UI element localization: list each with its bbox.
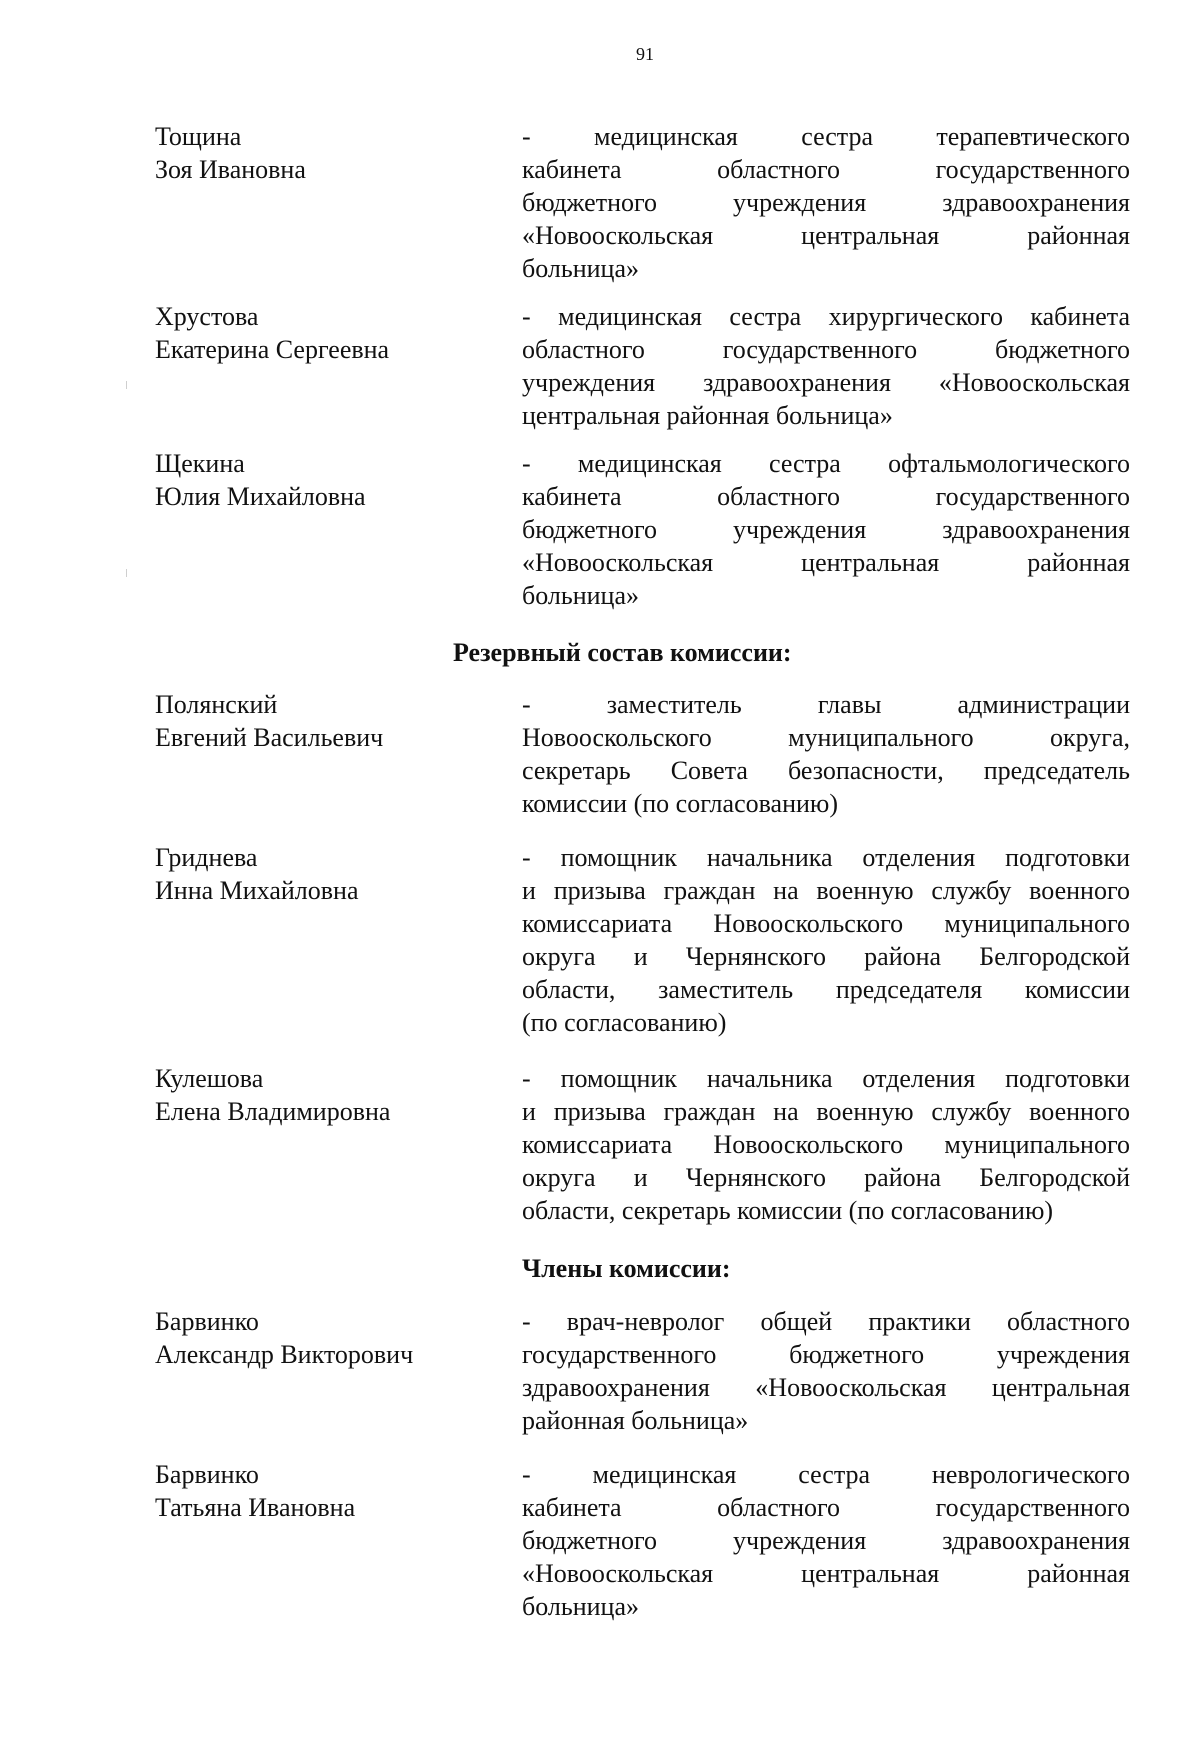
- person-description: [522, 841, 1130, 1039]
- person-description: [522, 1305, 1130, 1437]
- description-line: «Новооскольская центральная районная: [522, 1559, 1130, 1588]
- description-line: округа и Чернянского района Белгородской: [522, 1163, 1130, 1192]
- description-line: бюджетного учреждения здравоохранения: [522, 188, 1130, 217]
- description-line: бюджетного учреждения здравоохранения: [522, 1526, 1130, 1555]
- description-line: округа и Чернянского района Белгородской: [522, 942, 1130, 971]
- scan-mark: [126, 381, 127, 389]
- scan-mark: [126, 569, 127, 577]
- person-name: [155, 120, 485, 186]
- person-given-names: Александр Викторович: [155, 1340, 414, 1369]
- description-line: - врач-невролог общей практики областного: [522, 1307, 1130, 1336]
- person-name: [155, 1458, 485, 1524]
- description-line: кабинета областного государственного: [522, 155, 1130, 184]
- description-line: и призыва граждан на военную службу военного: [522, 876, 1130, 905]
- description-line: государственного бюджетного учреждения: [522, 1340, 1130, 1369]
- section-heading-reserve: Резервный состав комиссии:: [453, 638, 792, 667]
- person-given-names: Татьяна Ивановна: [155, 1493, 356, 1522]
- description-line: комиссариата Новооскольского муниципального: [522, 1130, 1130, 1159]
- person-description: [522, 447, 1130, 612]
- description-line: кабинета областного государственного: [522, 1493, 1130, 1522]
- description-line: больница»: [522, 254, 639, 283]
- person-name: [155, 841, 485, 907]
- person-name: [155, 688, 485, 754]
- description-line: - медицинская сестра терапевтического: [522, 122, 1130, 151]
- description-line: бюджетного учреждения здравоохранения: [522, 515, 1130, 544]
- person-surname: Щекина: [155, 449, 245, 478]
- person-surname: Тощина: [155, 122, 242, 151]
- description-line: «Новооскольская центральная районная: [522, 548, 1130, 577]
- section-heading-members: Члены комиссии:: [522, 1254, 731, 1283]
- person-description: [522, 1458, 1130, 1623]
- description-line: центральная районная больница»: [522, 401, 893, 430]
- person-name: [155, 1062, 485, 1128]
- description-line: учреждения здравоохранения «Новооскольская: [522, 368, 1130, 397]
- description-line: области, заместитель председателя комиссии: [522, 975, 1130, 1004]
- description-line: Новооскольского муниципального округа,: [522, 723, 1130, 752]
- person-surname: Кулешова: [155, 1064, 264, 1093]
- description-line: областного государственного бюджетного: [522, 335, 1130, 364]
- person-name: [155, 447, 485, 513]
- description-line: районная больница»: [522, 1406, 749, 1435]
- person-surname: Барвинко: [155, 1307, 259, 1336]
- person-given-names: Юлия Михайловна: [155, 482, 366, 511]
- person-name: [155, 300, 485, 366]
- description-line: комиссии (по согласованию): [522, 789, 838, 818]
- person-given-names: Екатерина Сергеевна: [155, 335, 390, 364]
- description-line: (по согласованию): [522, 1008, 727, 1037]
- description-line: - заместитель главы администрации: [522, 690, 1130, 719]
- person-name: [155, 1305, 485, 1371]
- description-line: комиссариата Новооскольского муниципального: [522, 909, 1130, 938]
- person-description: [522, 120, 1130, 285]
- person-surname: Полянский: [155, 690, 278, 719]
- page-number: 91: [636, 44, 654, 64]
- person-given-names: Елена Владимировна: [155, 1097, 391, 1126]
- description-line: и призыва граждан на военную службу военного: [522, 1097, 1130, 1126]
- description-line: больница»: [522, 1592, 639, 1621]
- person-surname: Барвинко: [155, 1460, 259, 1489]
- person-description: [522, 688, 1130, 820]
- person-surname: Гриднева: [155, 843, 258, 872]
- description-line: здравоохранения «Новооскольская центральная: [522, 1373, 1130, 1402]
- description-line: - помощник начальника отделения подготовки: [522, 843, 1130, 872]
- person-surname: Хрустова: [155, 302, 259, 331]
- description-line: - помощник начальника отделения подготовки: [522, 1064, 1130, 1093]
- description-line: - медицинская сестра офтальмологического: [522, 449, 1130, 478]
- description-line: больница»: [522, 581, 639, 610]
- description-line: области, секретарь комиссии (по согласованию): [522, 1196, 1054, 1225]
- description-line: кабинета областного государственного: [522, 482, 1130, 511]
- description-line: - медицинская сестра хирургического кабинета: [522, 302, 1130, 331]
- person-given-names: Зоя Ивановна: [155, 155, 306, 184]
- person-description: [522, 300, 1130, 432]
- description-line: «Новооскольская центральная районная: [522, 221, 1130, 250]
- person-description: [522, 1062, 1130, 1227]
- description-line: - медицинская сестра неврологического: [522, 1460, 1130, 1489]
- person-given-names: Евгений Васильевич: [155, 723, 384, 752]
- description-line: секретарь Совета безопасности, председатель: [522, 756, 1130, 785]
- person-given-names: Инна Михайловна: [155, 876, 359, 905]
